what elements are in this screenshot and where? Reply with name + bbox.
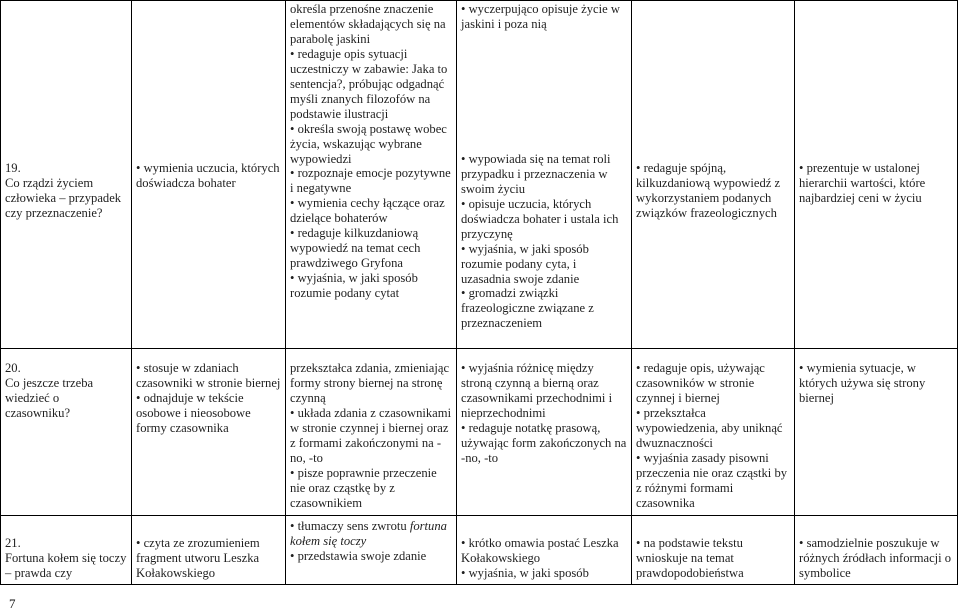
full-requirements-cell — [457, 349, 632, 516]
topic-cell — [1, 516, 132, 585]
full-requirements-cell — [457, 516, 632, 585]
requirement-item: przekształca zdania, zmieniając formy strony biernej na stronę czynną — [290, 361, 450, 405]
table-row — [1, 349, 958, 516]
topic-title: Fortuna kołem się toczy – prawda czy — [5, 550, 127, 580]
page-number: 7 — [9, 596, 16, 611]
topic-title: Co rządzi życiem człowieka – przypadek czy przeznaczenie? — [5, 175, 122, 220]
excellent-requirements-cell — [795, 1, 958, 349]
topic-number: 19. — [5, 161, 21, 175]
requirement-item: • na podstawie tekstu wnioskuje na temat prawdopodobieństwa — [636, 536, 790, 581]
requirement-item: • rozpoznaje emocje pozytywne i negatywne — [290, 166, 452, 196]
requirement-item: • układa zdania z czasownikami w stronie czynnej i biernej oraz z formami zakończonymi na -no, -to — [290, 406, 452, 466]
requirement-item: • redaguje spójną, kilkuzdaniową wypowiedź z wykorzystaniem podanych związków frazeologicznych — [636, 161, 790, 221]
requirement-item: • wymienia sytuacje, w których używa się strony biernej — [799, 361, 953, 406]
requirement-item: • czyta ze zrozumieniem fragment utworu Leszka Kołakowskiego — [136, 536, 281, 581]
requirement-item: • wyczerpująco opisuje życie w jaskini i poza nią — [461, 2, 627, 32]
topic-title: Co jeszcze trzeba wiedzieć o czasowniku? — [5, 375, 94, 420]
requirement-item: • opisuje uczucia, których doświadcza bohater i ustala ich przyczynę — [461, 197, 627, 242]
topic-number: 20. — [5, 361, 21, 375]
requirement-text: tłumaczy sens zwrotu — [297, 519, 407, 533]
basic-requirements-cell — [132, 1, 286, 349]
requirement-item: • przekształca wypowiedzenia, aby uniknąć dwuznaczności — [636, 406, 790, 451]
requirement-item: • określa swoją postawę wobec życia, wskazując wybrane wypowiedzi — [290, 122, 452, 167]
requirement-item: • wyjaśnia, w jaki sposób rozumie podany cytat — [290, 271, 452, 301]
excellent-requirements-cell — [795, 516, 958, 585]
requirement-italic-phrase: fortuna kołem się toczy — [290, 519, 447, 548]
requirement-item: • wyjaśnia zasady pisowni przeczenia nie oraz cząstki by z różnymi formami czasownika — [636, 451, 790, 511]
requirement-item: • stosuje w zdaniach czasowniki w stronie biernej — [136, 361, 281, 391]
requirement-item: • przedstawia swoje zdanie — [290, 549, 452, 564]
requirement-item: • redaguje kilkuzdaniową wypowiedź na temat cech prawdziwego Gryfona — [290, 226, 452, 271]
requirement-item — [290, 519, 452, 549]
extended-requirements-cell — [286, 1, 457, 349]
requirement-item: • wyjaśnia, w jaki sposób rozumie podany cyta, i uzasadnia swoje zdanie — [461, 242, 627, 287]
requirement-item: • wymienia cechy łączące oraz dzielące bohaterów — [290, 196, 452, 226]
requirement-item: • samodzielnie poszukuje w różnych źródłach informacji o symbolice — [799, 536, 953, 581]
table-row — [1, 1, 958, 349]
requirement-item: • wypowiada się na temat roli przypadku i przeznaczenia w swoim życiu — [461, 152, 627, 197]
excellent-requirements-cell — [795, 349, 958, 516]
topic-cell — [1, 349, 132, 516]
basic-requirements-cell — [132, 349, 286, 516]
extended-requirements-cell — [286, 516, 457, 585]
requirement-item: • gromadzi związki frazeologiczne związane z przeznaczeniem — [461, 286, 627, 331]
topic-cell — [1, 1, 132, 349]
requirement-item: • wyjaśnia różnicę między stroną czynną a bierną oraz czasownikami przechodnimi i nieprzechodnimi — [461, 361, 627, 421]
full-requirements-cell — [457, 1, 632, 349]
good-requirements-cell — [632, 349, 795, 516]
table-row — [1, 516, 958, 585]
requirement-item: • odnajduje w tekście osobowe i nieosobowe formy czasownika — [136, 391, 281, 436]
topic-number: 21. — [5, 536, 21, 550]
good-requirements-cell — [632, 516, 795, 585]
requirement-item: • wyjaśnia, w jaki sposób — [461, 566, 627, 581]
requirement-item: • redaguje opis, używając czasowników w stronie czynnej i biernej — [636, 361, 790, 406]
requirement-item: • pisze poprawnie przeczenie nie oraz cząstkę by z czasownikiem — [290, 466, 452, 511]
requirement-item: określa przenośne znaczenie elementów składających się na parabolę jaskini — [290, 2, 446, 46]
extended-requirements-cell — [286, 349, 457, 516]
requirement-item: • krótko omawia postać Leszka Kołakowskiego — [461, 536, 627, 566]
requirement-item: • wymienia uczucia, których doświadcza bohater — [136, 161, 281, 191]
requirement-item: • redaguje opis sytuacji uczestniczy w zabawie: Jaka to sentencja?, próbując odgadnąć myśli znanych filozofów na podstawie ilustracji — [290, 47, 452, 122]
requirement-item: • prezentuje w ustalonej hierarchii wartości, które najbardziej ceni w życiu — [799, 161, 953, 206]
good-requirements-cell — [632, 1, 795, 349]
basic-requirements-cell — [132, 516, 286, 585]
requirement-item: • redaguje notatkę prasową, używając form zakończonych na -no, -to — [461, 421, 627, 466]
